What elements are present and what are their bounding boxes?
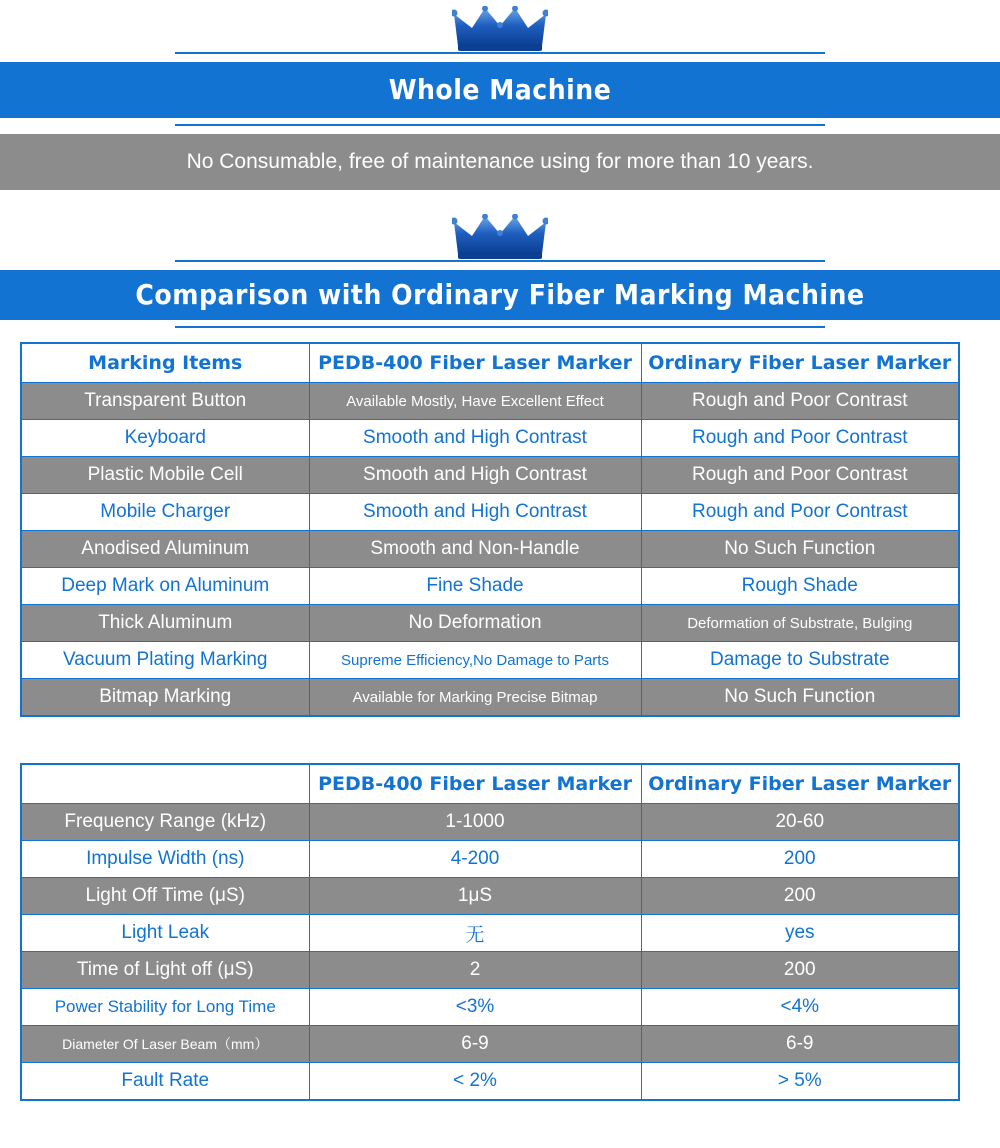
table-row — [21, 1026, 959, 1063]
crown-icon-wrap-1 — [0, 6, 1000, 52]
table-row — [21, 804, 959, 841]
table-cell-parameter: Light Leak — [21, 915, 309, 952]
table-cell-parameter: Light Off Time (μS) — [21, 878, 309, 915]
table-cell-pedb: Available Mostly, Have Excellent Effect — [309, 383, 641, 420]
table-cell-pedb: 无 — [309, 915, 641, 952]
table-row — [21, 568, 959, 605]
table-cell-ordinary: Rough and Poor Contrast — [641, 383, 959, 420]
section-whole-machine — [0, 0, 1000, 190]
table-row — [21, 605, 959, 642]
table-cell-pedb: Smooth and Non-Handle — [309, 531, 641, 568]
table-cell-item: Thick Aluminum — [21, 605, 309, 642]
specs-comparison-table-wrap — [0, 717, 1000, 1101]
table-header-cell: Marking Items — [21, 343, 309, 383]
table-row — [21, 679, 959, 717]
crown-icon — [452, 214, 548, 260]
table-row — [21, 420, 959, 457]
table-cell-item: Bitmap Marking — [21, 679, 309, 717]
table-cell-parameter: Power Stability for Long Time — [21, 989, 309, 1026]
table-cell-parameter: Diameter Of Laser Beam（mm） — [21, 1026, 309, 1063]
table-cell-ordinary: 200 — [641, 952, 959, 989]
table-row — [21, 841, 959, 878]
table-row — [21, 952, 959, 989]
table-cell-ordinary: > 5% — [641, 1063, 959, 1101]
marking-comparison-table — [20, 342, 960, 717]
table-cell-parameter: Frequency Range (kHz) — [21, 804, 309, 841]
table-cell-pedb: Supreme Efficiency,No Damage to Parts — [309, 642, 641, 679]
table-cell-parameter: Impulse Width (ns) — [21, 841, 309, 878]
table-cell-parameter: Time of Light off (μS) — [21, 952, 309, 989]
table-cell-ordinary: Rough and Poor Contrast — [641, 420, 959, 457]
table-cell-ordinary: 200 — [641, 878, 959, 915]
table-cell-ordinary: No Such Function — [641, 531, 959, 568]
table-cell-pedb: 1μS — [309, 878, 641, 915]
table-cell-ordinary: Rough and Poor Contrast — [641, 494, 959, 531]
table-header-cell: PEDB-400 Fiber Laser Marker — [309, 343, 641, 383]
table-header-row — [21, 764, 959, 804]
table-cell-item: Mobile Charger — [21, 494, 309, 531]
divider-bottom-whole-machine — [175, 124, 825, 126]
table-cell-item: Anodised Aluminum — [21, 531, 309, 568]
table-header-cell-blank — [21, 764, 309, 804]
table-cell-item: Keyboard — [21, 420, 309, 457]
table-cell-pedb: Available for Marking Precise Bitmap — [309, 679, 641, 717]
divider-top-whole-machine — [175, 52, 825, 54]
table-row — [21, 1063, 959, 1101]
marking-comparison-table-wrap — [0, 342, 1000, 717]
section-comparison — [0, 190, 1000, 328]
table-cell-ordinary: yes — [641, 915, 959, 952]
table-cell-ordinary: Deformation of Substrate, Bulging — [641, 605, 959, 642]
table-cell-item: Transparent Button — [21, 383, 309, 420]
whole-machine-subtitle: No Consumable, free of maintenance using for more than 10 years. — [186, 150, 814, 173]
table-header-row — [21, 343, 959, 383]
table-cell-pedb: No Deformation — [309, 605, 641, 642]
table-cell-pedb: < 2% — [309, 1063, 641, 1101]
table-cell-pedb: 4-200 — [309, 841, 641, 878]
table-cell-pedb: Smooth and High Contrast — [309, 420, 641, 457]
comparison-title: Comparison with Ordinary Fiber Marking Machine — [135, 278, 865, 311]
table-cell-pedb: <3% — [309, 989, 641, 1026]
whole-machine-title: Whole Machine — [388, 73, 612, 106]
table-cell-ordinary: 20-60 — [641, 804, 959, 841]
table-cell-ordinary: Damage to Substrate — [641, 642, 959, 679]
divider-bottom-comparison — [175, 326, 825, 328]
table-row — [21, 642, 959, 679]
table-cell-pedb: Smooth and High Contrast — [309, 494, 641, 531]
whole-machine-subtitle-bar — [0, 134, 1000, 190]
table-header-cell: PEDB-400 Fiber Laser Marker — [309, 764, 641, 804]
whole-machine-banner — [0, 62, 1000, 118]
table-row — [21, 494, 959, 531]
table-row — [21, 989, 959, 1026]
crown-icon — [452, 6, 548, 52]
table-row — [21, 915, 959, 952]
table-cell-ordinary: No Such Function — [641, 679, 959, 717]
table-cell-item: Plastic Mobile Cell — [21, 457, 309, 494]
table-cell-pedb: 6-9 — [309, 1026, 641, 1063]
table-cell-ordinary: <4% — [641, 989, 959, 1026]
table-cell-ordinary: Rough and Poor Contrast — [641, 457, 959, 494]
table-cell-ordinary: Rough Shade — [641, 568, 959, 605]
comparison-banner — [0, 270, 1000, 320]
table-row — [21, 878, 959, 915]
crown-icon-wrap-2 — [0, 214, 1000, 260]
table-cell-ordinary: 6-9 — [641, 1026, 959, 1063]
table-header-cell: Ordinary Fiber Laser Marker — [641, 343, 959, 383]
table-cell-pedb: 1-1000 — [309, 804, 641, 841]
table-cell-ordinary: 200 — [641, 841, 959, 878]
table-cell-pedb: 2 — [309, 952, 641, 989]
table-cell-item: Vacuum Plating Marking — [21, 642, 309, 679]
table-row — [21, 383, 959, 420]
table-header-cell: Ordinary Fiber Laser Marker — [641, 764, 959, 804]
table-row — [21, 531, 959, 568]
table-cell-pedb: Smooth and High Contrast — [309, 457, 641, 494]
table-cell-item: Deep Mark on Aluminum — [21, 568, 309, 605]
table-cell-parameter: Fault Rate — [21, 1063, 309, 1101]
table-cell-pedb: Fine Shade — [309, 568, 641, 605]
divider-top-comparison — [175, 260, 825, 262]
table-row — [21, 457, 959, 494]
specs-comparison-table — [20, 763, 960, 1101]
